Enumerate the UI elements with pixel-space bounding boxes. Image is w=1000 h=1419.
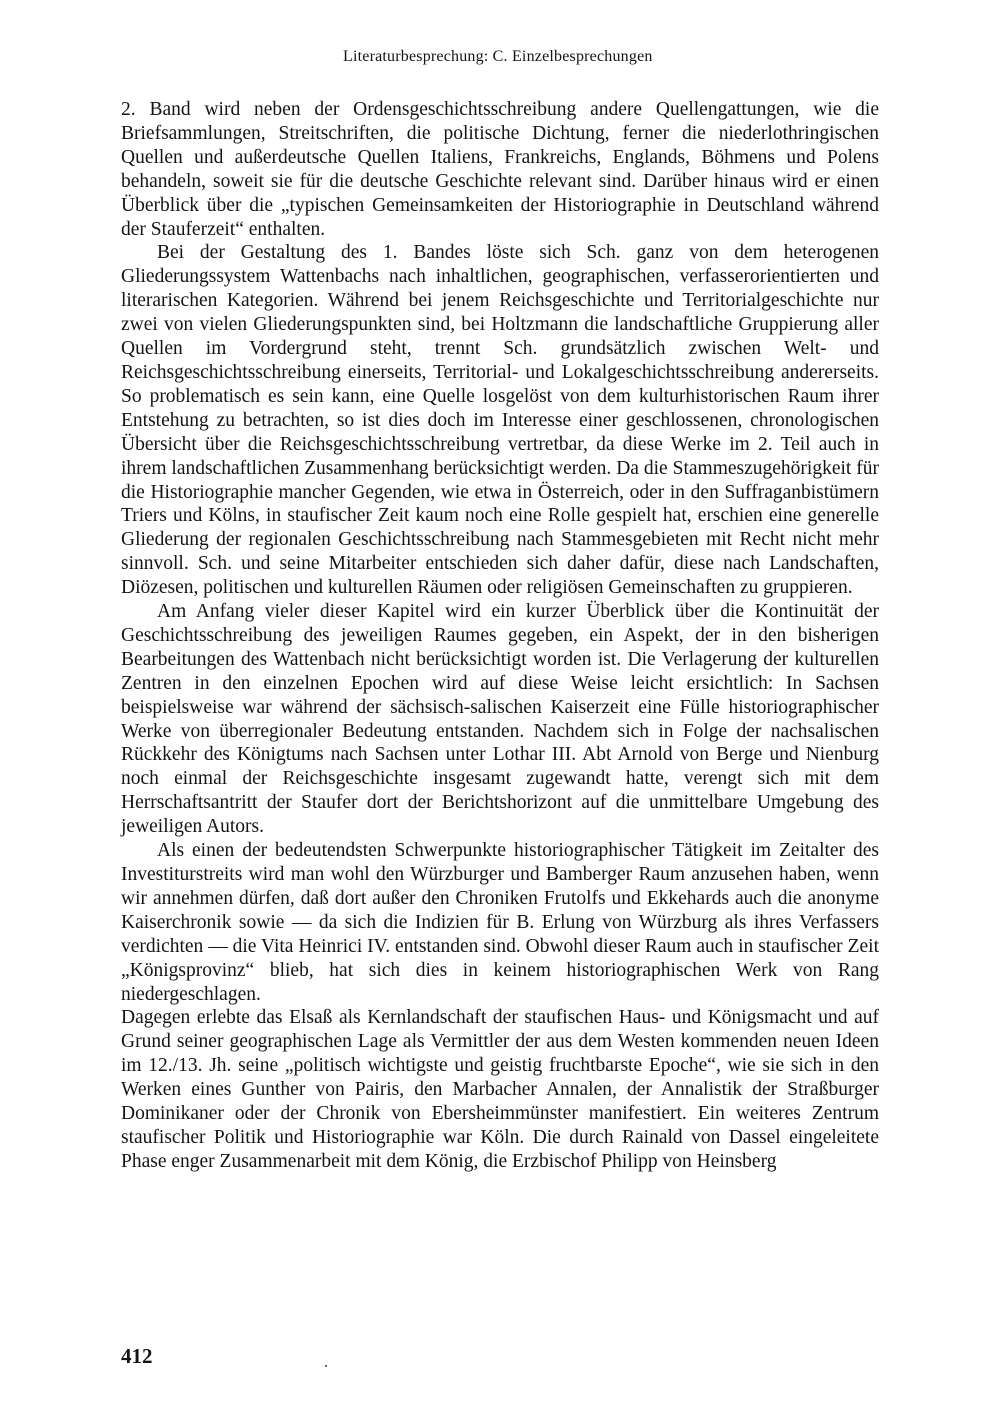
paragraph-4: Als einen der bedeutendsten Schwerpunkte historiographischer Tätigkeit im Zeitalter des Investiturstreits wird man wohl den Würzburger und Bamberger Raum anzusehen haben, wenn wir annehmen dürfen, daß dort außer den Chroniken Frutolfs und Ekkehards auch die anonyme Kaiserchronik sowie — da sich die Indizien für B. Erlung von Würzburg als ihres Verfassers verdichten — die Vita Heinrici IV. entstanden sind. Obwohl dieser Raum auch in staufischer Zeit „Königsprovinz“ blieb, hat sich dies in keinem historiographischen Werk von Rang niedergeschlagen. [121, 840, 879, 1005]
paragraph-2: Bei der Gestaltung des 1. Bandes löste sich Sch. ganz von dem heterogenen Gliederungssystem Wattenbachs nach inhaltlichen, geographischen, verfasserorientierten und literarischen Kategorien. Während bei jenem Reichsgeschichte und Territorialgeschichte nur zwei von vielen Gliederungspunkten sind, bei Holtzmann die landschaftliche Gruppierung aller Quellen im Vordergrund steht, trennt Sch. grundsätzlich zwischen Welt- und Reichsgeschichtsschreibung einerseits, Territorial- und Lokalgeschichtsschreibung andererseits. So problematisch es sein kann, eine Quelle losgelöst von dem kulturhistorischen Raum ihrer Entstehung zu betrachten, so ist dies doch im Interesse einer geschlossenen, chronologischen Übersicht über die Reichsgeschichtsschreibung vertretbar, da diese Werke im 2. Teil auch in ihrem landschaftlichen Zusammenhang berücksichtigt werden. Da die Stammeszugehörigkeit für die Historiographie mancher Gegenden, wie etwa in Österreich, oder in den Suffraganbistümern Triers und Kölns, in staufischer Zeit kaum noch eine Rolle gespielt hat, erschien eine generelle Gliederung der regionalen Geschichtsschreibung nach Stammesgebieten mit Recht nicht mehr sinnvoll. Sch. und seine Mitarbeiter entschieden sich daher dafür, diese nach Landschaften, Diözesen, politischen und kulturellen Räumen oder religiösen Gemeinschaften zu gruppieren. [121, 242, 879, 599]
paragraph-5: Dagegen erlebte das Elsaß als Kernlandschaft der staufischen Haus- und Königsmacht und auf Grund seiner geographischen Lage als Vermittler der aus dem Westen kommenden neuen Ideen im 12./13. Jh. seine „politisch wichtigste und geistig fruchtbarste Epoche“, wie sie sich in den Werken eines Gunther von Pairis, den Marbacher Annalen, der Annalistik der Straßburger Dominikaner oder der Chronik von Ebersheimmünster manifestiert. Ein weiteres Zentrum staufischer Politik und Historiographie war Köln. Die durch Rainald von Dassel eingeleitete Phase enger Zusammenarbeit mit dem König, die Erzbischof Philipp von Heinsberg [121, 1007, 879, 1172]
body-text [121, 98, 879, 1174]
page-number: 412 [121, 1344, 153, 1368]
running-head: Literaturbesprechung: C. Einzelbesprechungen [343, 48, 653, 65]
print-speck [325, 1365, 327, 1367]
paragraph-3: Am Anfang vieler dieser Kapitel wird ein kurzer Überblick über die Kontinuität der Geschichtsschreibung des jeweiligen Raumes gegeben, ein Aspekt, der in den bisherigen Bearbeitungen des Wattenbach nicht berücksichtigt worden ist. Die Verlagerung der kulturellen Zentren in den einzelnen Epochen wird auf diese Weise leicht ersichtlich: In Sachsen beispielsweise war während der sächsisch-salischen Kaiserzeit eine Fülle historiographischer Werke von überregionaler Bedeutung entstanden. Nachdem sich in Folge der nachsalischen Rückkehr des Königtums nach Sachsen unter Lothar III. Abt Arnold von Berge und Nienburg noch einmal der Reichsgeschichte insgesamt zugewandt hatte, verengt sich mit dem Herrschaftsantritt der Staufer dort der Berichtshorizont auf die unmittelbare Umgebung des jeweiligen Autors. [121, 601, 879, 838]
paragraph-1: 2. Band wird neben der Ordensgeschichtsschreibung andere Quellengattungen, wie die Briefsammlungen, Streitschriften, die politische Dichtung, ferner die niederlothringischen Quellen und außerdeutsche Quellen Italiens, Frankreichs, Englands, Böhmens und Polens behandeln, soweit sie für die deutsche Geschichte relevant sind. Darüber hinaus wird er einen Überblick über die „typischen Gemeinsamkeiten der Historiographie in Deutschland während der Stauferzeit“ enthalten. [121, 99, 879, 240]
